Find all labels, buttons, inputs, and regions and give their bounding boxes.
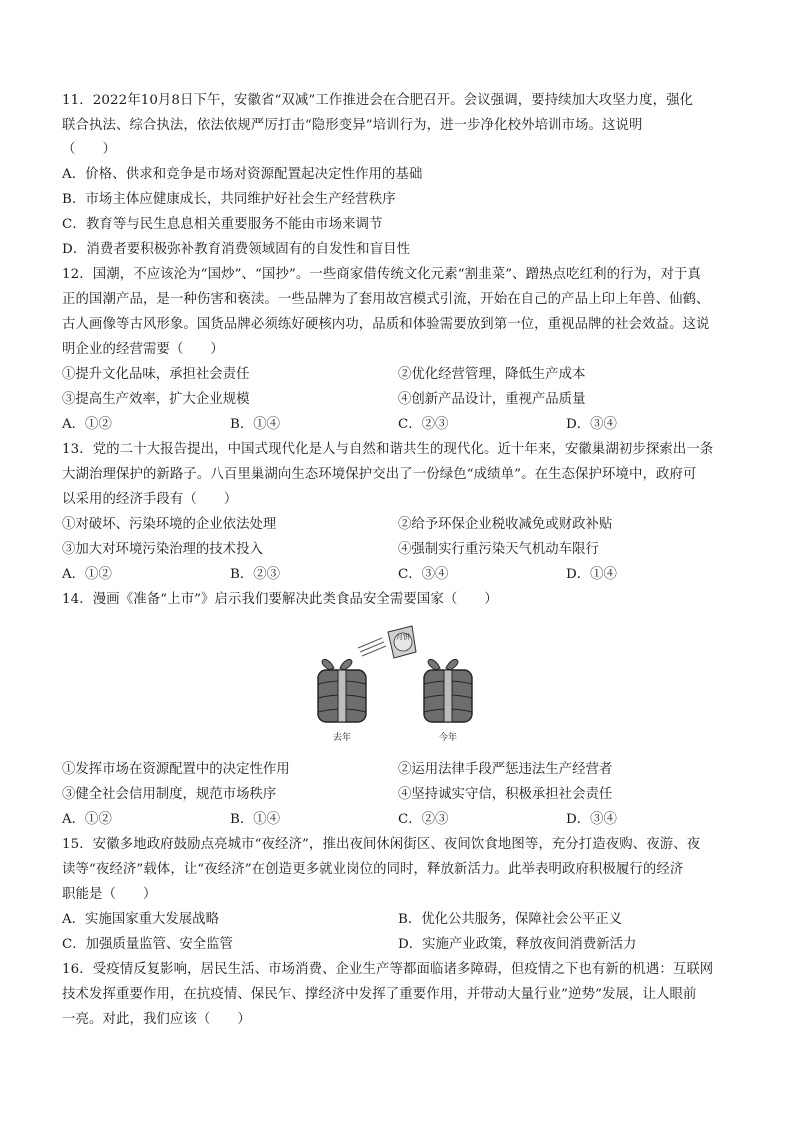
q14-option-d: D．③④ bbox=[566, 812, 617, 827]
q11-option-d: D．消费者要积极弥补教育消费领域固有的自发性和盲目性 bbox=[62, 242, 411, 257]
q14-line-1: 14．漫画《准备“上市”》启示我们要解决此类食品安全需要国家（ ） bbox=[62, 592, 498, 607]
q13-option-b: B．②③ bbox=[230, 567, 281, 582]
q11-line-3: （ ） bbox=[62, 142, 116, 157]
q13-statement-1: ①对破坏、污染环境的企业依法处理 bbox=[62, 517, 277, 532]
q15-line-1: 15．安徽多地政府鼓励点亮城市“夜经济”，推出夜间休闲街区、夜间饮食地图等，充分打造夜购、夜游、夜 bbox=[62, 837, 701, 852]
q13-option-d: D．①④ bbox=[566, 567, 617, 582]
q16-line-2: 技术发挥重要作用，在抗疫情、保民乍、撑经济中发挥了重要作用，并带动大量行业”逆势”发展，让人眼前 bbox=[62, 987, 697, 1002]
q13-statement-4: ④强制实行重污染天气机动车限行 bbox=[398, 542, 599, 557]
q12-line-3: 古人画像等古风形象。国货品牌必须练好硬核内功，品质和体验需要放到第一位，重视品牌的社会效益。这说 bbox=[62, 317, 710, 332]
q16-line-3: 一亮。对此，我们应该（ ） bbox=[62, 1012, 251, 1027]
label-last-year: 去年 bbox=[332, 733, 352, 743]
q15-option-b: B．优化公共服务，保障社会公平正义 bbox=[398, 912, 623, 927]
q16-line-1: 16．受疫情反复影响，居民生活、市场消费、企业生产等都面临诸多障碍，但疫情之下也有新的机遇：互联网 bbox=[62, 962, 714, 977]
q13-line-2: 大湖治理保护的新路子。八百里巢湖向生态环境保护交出了一份绿色“成绩单”。在生态保护环境中，政府可 bbox=[62, 467, 697, 482]
q11-line-2: 联合执法、综合执法，依法依规严厉打击“隐形变异”培训行为，进一步净化校外培训市场。这说明 bbox=[62, 118, 643, 133]
gift-box-last-year-icon bbox=[318, 659, 366, 722]
q12-statement-3: ③提高生产效率，扩大企业规模 bbox=[62, 392, 250, 407]
label-this-year: 今年 bbox=[438, 733, 458, 743]
q14-statement-3: ③健全社会信用制度，规范市场秩序 bbox=[62, 787, 277, 802]
mooncake-icon bbox=[358, 626, 416, 658]
q12-statement-4: ④创新产品设计，重视产品质量 bbox=[398, 392, 586, 407]
q12-option-c: C．②③ bbox=[398, 417, 449, 432]
comic-illustration bbox=[300, 622, 490, 750]
q15-option-c: C．加强质量监管、安全监管 bbox=[62, 937, 233, 952]
q13-option-c: C．③④ bbox=[398, 567, 449, 582]
q14-statement-4: ④坚持诚实守信，积极承担社会责任 bbox=[398, 787, 613, 802]
q11-line-1: 11．2022年10月8日下午，安徽省“双减”工作推进会在合肥召开。会议强调，要持续加大攻坚力度，强化 bbox=[62, 93, 694, 108]
q11-option-c: C．教育等与民生息息相关重要服务不能由市场来调节 bbox=[62, 217, 383, 232]
q15-option-d: D．实施产业政策，释放夜间消费新活力 bbox=[398, 937, 637, 952]
q14-option-b: B．①④ bbox=[230, 812, 281, 827]
q12-option-d: D．③④ bbox=[566, 417, 617, 432]
q15-option-a: A．实施国家重大发展战略 bbox=[62, 912, 219, 927]
q12-option-a: A．①② bbox=[62, 417, 112, 432]
mooncake-text-1: 月饼 bbox=[396, 633, 410, 641]
q12-line-1: 12．国潮，不应该沦为“国炒”、“国抄”。一些商家借传统文化元素“割韭菜”、蹭热点吃红利的行为，对于真 bbox=[62, 267, 702, 282]
q15-line-2: 读等“夜经济”载体，让“夜经济”在创造更多就业岗位的同时，释放新活力。此举表明政府积极履行的经济 bbox=[62, 862, 684, 877]
q12-line-4: 明企业的经营需要（ ） bbox=[62, 342, 224, 357]
q14-option-c: C．②③ bbox=[398, 812, 449, 827]
q15-line-3: 职能是（ ） bbox=[62, 887, 157, 902]
q12-statement-2: ②优化经营管理，降低生产成本 bbox=[398, 367, 586, 382]
q13-statement-3: ③加大对环境污染治理的技术投入 bbox=[62, 542, 263, 557]
q12-statement-1: ①提升文化品味，承担社会责任 bbox=[62, 367, 250, 382]
q13-option-a: A．①② bbox=[62, 567, 112, 582]
q14-statement-1: ①发挥市场在资源配置中的决定性作用 bbox=[62, 762, 290, 777]
q13-line-1: 13．党的二十大报告提出，中国式现代化是人与自然和谐共生的现代化。近十年来，安徽巢湖初步探索出一条 bbox=[62, 442, 714, 457]
q14-statement-2: ②运用法律手段严惩违法生产经营者 bbox=[398, 762, 613, 777]
q13-line-3: 以采用的经济手段有（ ） bbox=[62, 492, 238, 507]
q13-statement-2: ②给予环保企业税收减免或财政补贴 bbox=[398, 517, 613, 532]
q12-line-2: 正的国潮产品，是一种伤害和亵渎。一些品牌为了套用故宫模式引流，开始在自己的产品上印上年兽、仙鹤、 bbox=[62, 292, 710, 307]
q11-option-a: A．价格、供求和竞争是市场对资源配置起决定性作用的基础 bbox=[62, 167, 423, 182]
q12-option-b: B．①④ bbox=[230, 417, 281, 432]
gift-box-this-year-icon bbox=[424, 659, 472, 722]
q14-option-a: A．①② bbox=[62, 812, 112, 827]
q11-option-b: B．市场主体应健康成长，共同维护好社会生产经营秩序 bbox=[62, 192, 396, 207]
